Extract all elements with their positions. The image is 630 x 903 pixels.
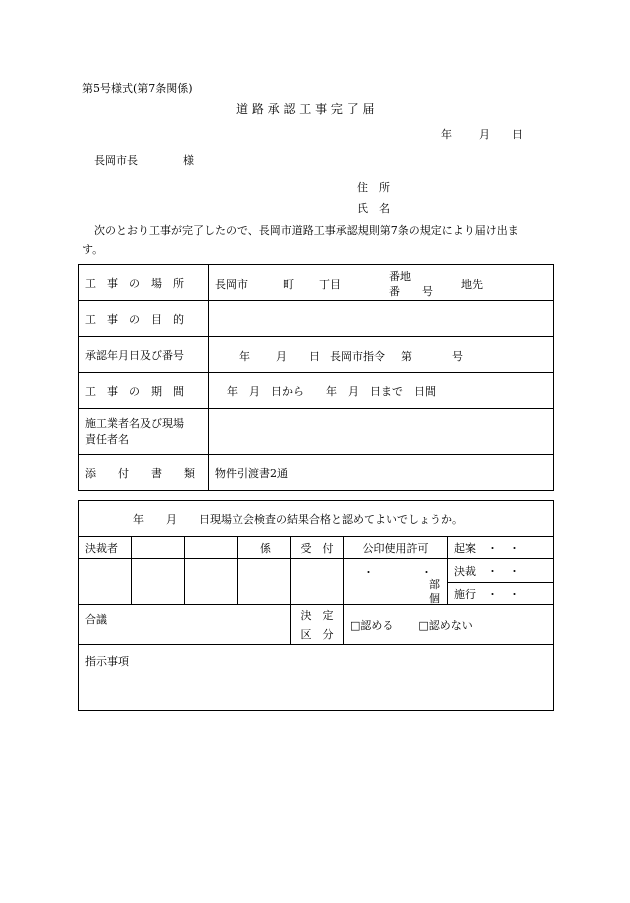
kessaisha-cell bbox=[132, 537, 185, 559]
instructions-cell: 指示事項 bbox=[79, 645, 554, 711]
place-value: 長岡市 町 丁目 番地 番 号 地先 bbox=[209, 265, 554, 301]
date-year: 年 bbox=[441, 128, 452, 141]
document-title: 道 路 承 認 工 事 完 了 届 bbox=[236, 102, 375, 116]
body-text-line2: す。 bbox=[82, 243, 104, 256]
date-month: 月 bbox=[479, 128, 490, 141]
name-label: 氏 名 bbox=[357, 202, 390, 215]
approval-value: 年 月 日 長岡市指令 第 号 bbox=[209, 337, 554, 373]
gogi-cell: 合議 bbox=[79, 605, 291, 645]
kessai-cell: 決裁 ・ ・ bbox=[448, 559, 554, 583]
form-number: 第5号様式(第7条関係) bbox=[82, 82, 193, 95]
period-label: 工 事 の 期 間 bbox=[79, 373, 209, 409]
body-text-line1: 次のとおり工事が完了したので、長岡市道路工事承認規則第7条の規定により届け出ま bbox=[94, 224, 519, 237]
approve-checkbox[interactable]: □認める bbox=[350, 618, 394, 632]
kessaisha-label: 決裁者 bbox=[79, 537, 132, 559]
decision-options bbox=[344, 605, 554, 645]
address-label: 住 所 bbox=[357, 181, 390, 194]
contractor-value bbox=[209, 409, 554, 455]
purpose-value bbox=[209, 301, 554, 337]
purpose-label: 工 事 の 目 的 bbox=[79, 301, 209, 337]
period-value: 年 月 日から 年 月 日まで 日間 bbox=[209, 373, 554, 409]
kessaisha-cell bbox=[185, 537, 238, 559]
addressee-honorific: 様 bbox=[183, 154, 194, 167]
seal-cell bbox=[79, 559, 132, 605]
reject-checkbox[interactable]: □認めない bbox=[418, 618, 473, 632]
seal-cell bbox=[132, 559, 185, 605]
kian-cell: 起案 ・ ・ bbox=[448, 537, 554, 559]
attachment-label: 添 付 書 類 bbox=[79, 455, 209, 491]
seal-cell bbox=[238, 559, 291, 605]
koin-cell: ・ ・ 部 個 bbox=[344, 559, 448, 605]
koin-label: 公印使用許可 bbox=[344, 537, 448, 559]
kakari-label: 係 bbox=[238, 537, 291, 559]
attachment-value: 物件引渡書2通 bbox=[209, 455, 554, 491]
shiko-cell: 施行 ・ ・ bbox=[448, 583, 554, 605]
addressee: 長岡市長 bbox=[94, 154, 138, 167]
approval-label: 承認年月日及び番号 bbox=[79, 337, 209, 373]
seal-cell bbox=[185, 559, 238, 605]
seal-cell bbox=[291, 559, 344, 605]
date-day: 日 bbox=[512, 128, 523, 141]
kettei-label: 決 定 区 分 bbox=[291, 605, 344, 645]
place-label: 工 事 の 場 所 bbox=[79, 265, 209, 301]
contractor-label: 施工業者名及び現場 責任者名 bbox=[79, 409, 209, 455]
approval-table bbox=[78, 500, 554, 711]
completion-details-table bbox=[78, 264, 554, 491]
inspection-text: 年 月 日現場立会検査の結果合格と認めてよいでしょうか。 bbox=[79, 501, 554, 537]
uketsuke-label: 受 付 bbox=[291, 537, 344, 559]
